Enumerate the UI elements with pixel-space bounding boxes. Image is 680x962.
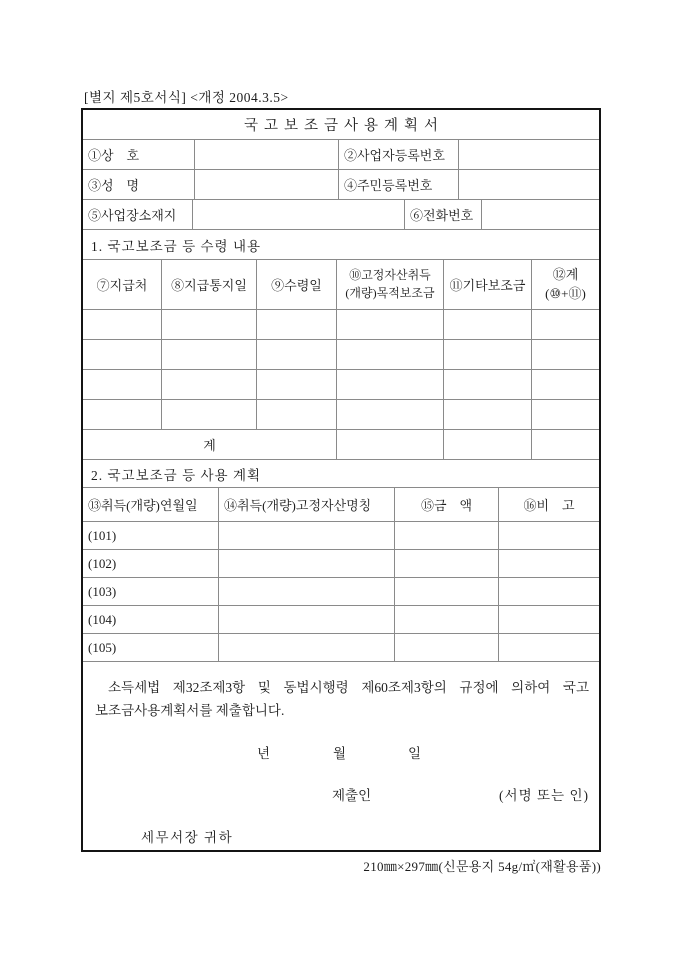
remarks-cell[interactable] [499,578,599,605]
receipt-date-col-header: ⑨수령일 [257,260,337,309]
receipt-date-cell[interactable] [257,370,337,399]
usage-row-code: (102) [83,550,219,577]
form-id-text: [별지 제5호서식] <개정 2004.3.5> [84,90,289,105]
other-subsidy-cell[interactable] [444,310,532,339]
section1-total-label: 계 [83,430,337,459]
section2-header-row [83,488,599,522]
usage-row-102 [83,550,599,578]
declaration-row [83,662,599,850]
other-subsidy-cell[interactable] [444,400,532,429]
business-name-field[interactable] [195,140,339,169]
total-cell[interactable] [532,310,599,339]
asset-name-cell[interactable] [219,634,395,661]
fixed-asset-subsidy-cell[interactable] [337,310,444,339]
other-subsidy-cell[interactable] [444,370,532,399]
amount-cell[interactable] [395,606,499,633]
paper-spec-note: 210㎜×297㎜(신문용지 54g/㎡(재활용품)) [363,859,601,874]
usage-row-105 [83,634,599,662]
usage-row-101 [83,522,599,550]
amount-col-header: ⑮금 액 [395,488,499,521]
business-address-field[interactable] [193,200,405,229]
remarks-cell[interactable] [499,634,599,661]
business-name-label: ①상 호 [83,140,195,169]
resident-reg-no-field[interactable] [459,170,599,199]
remarks-cell[interactable] [499,606,599,633]
phone-label: ⑥전화번호 [405,200,482,229]
section1-title: 1. 국고보조금 등 수령 내용 [91,238,262,254]
fixed-asset-subsidy-total-cell[interactable] [337,430,444,459]
usage-row-103 [83,578,599,606]
total-col-header [532,260,599,309]
fixed-asset-subsidy-cell[interactable] [337,340,444,369]
asset-name-cell[interactable] [219,606,395,633]
info-row-business-name [83,140,599,170]
usage-row-code: (104) [83,606,219,633]
section2-title: 2. 국고보조금 등 사용 계획 [91,467,262,483]
payer-cell[interactable] [83,400,162,429]
info-row-business-address [83,200,599,230]
declaration-text [95,676,589,722]
fixed-asset-subsidy-cell[interactable] [337,400,444,429]
fixed-asset-subsidy-line2: (개량)목적보조금 [345,285,435,300]
submitter-label: 제출인 [332,788,372,803]
subsidy-usage-plan-form [81,108,601,852]
receipt-date-cell[interactable] [257,400,337,429]
resident-reg-no-label: ④주민등록번호 [339,170,459,199]
asset-name-cell[interactable] [219,578,395,605]
form-title-row [83,110,599,140]
amount-cell[interactable] [395,522,499,549]
declaration-line1: 소득세법 제32조제3항 및 동법시행령 제60조제3항의 규정에 의하여 국고 [108,680,589,695]
notice-date-cell[interactable] [162,400,257,429]
asset-name-cell[interactable] [219,522,395,549]
usage-row-code: (105) [83,634,219,661]
other-subsidy-cell[interactable] [444,340,532,369]
recipient-text: 세무서장 귀하 [141,830,234,845]
usage-row-code: (103) [83,578,219,605]
owner-name-label: ③성 명 [83,170,195,199]
section1-header-row [83,260,599,310]
notice-date-cell[interactable] [162,340,257,369]
other-subsidy-total-cell[interactable] [444,430,532,459]
amount-cell[interactable] [395,634,499,661]
total-cell[interactable] [532,400,599,429]
remarks-col-header: ⑯비 고 [523,498,575,513]
payer-col-header: ⑦지급처 [83,260,162,309]
receipt-date-cell[interactable] [257,310,337,339]
receipt-date-cell[interactable] [257,340,337,369]
receipt-row [83,370,599,400]
amount-cell[interactable] [395,578,499,605]
total-cell[interactable] [532,370,599,399]
other-subsidy-col-header: ⑪기타보조금 [444,260,532,309]
fixed-asset-subsidy-cell[interactable] [337,370,444,399]
total-col-line2: (⑩+⑪) [545,285,586,301]
payer-cell[interactable] [83,310,162,339]
asset-name-cell[interactable] [219,550,395,577]
usage-row-code: (101) [83,522,219,549]
acquisition-date-col-header: ⑬취득(개량)연월일 [83,488,219,521]
notice-date-cell[interactable] [162,310,257,339]
section2-title-row [83,460,599,488]
receipt-row [83,340,599,370]
remarks-cell[interactable] [499,522,599,549]
date-month-label: 월 [333,746,347,761]
total-col-line1: ⑫계 [552,266,579,282]
receipt-row [83,310,599,340]
section1-total-row [83,430,599,460]
info-row-owner-name [83,170,599,200]
declaration-block [83,662,599,850]
fixed-asset-subsidy-col-header [337,260,444,309]
notice-date-col-header: ⑧지급통지일 [162,260,257,309]
notice-date-cell[interactable] [162,370,257,399]
business-reg-no-label: ②사업자등록번호 [339,140,459,169]
form-title: 국고보조금사용계획서 [243,118,445,134]
business-address-label: ⑤사업장소재지 [83,200,193,229]
business-reg-no-field[interactable] [459,140,599,169]
declaration-line2: 보조금사용계획서를 제출합니다. [95,703,285,718]
fixed-asset-subsidy-line1: ⑩고정자산취득 [349,268,431,283]
signature-note: (서명 또는 인) [499,788,589,803]
payer-cell[interactable] [83,370,162,399]
amount-cell[interactable] [395,550,499,577]
receipt-row [83,400,599,430]
owner-name-field[interactable] [195,170,339,199]
date-day-label: 일 [408,746,422,761]
usage-row-104 [83,606,599,634]
total-cell[interactable] [532,340,599,369]
date-line [83,742,599,761]
payer-cell[interactable] [83,340,162,369]
section1-title-row [83,230,599,260]
asset-name-col-header: ⑭취득(개량)고정자산명칭 [219,488,395,521]
phone-field[interactable] [482,200,599,229]
grand-total-cell[interactable] [532,430,599,459]
date-year-label: 년 [257,746,271,761]
remarks-cell[interactable] [499,550,599,577]
